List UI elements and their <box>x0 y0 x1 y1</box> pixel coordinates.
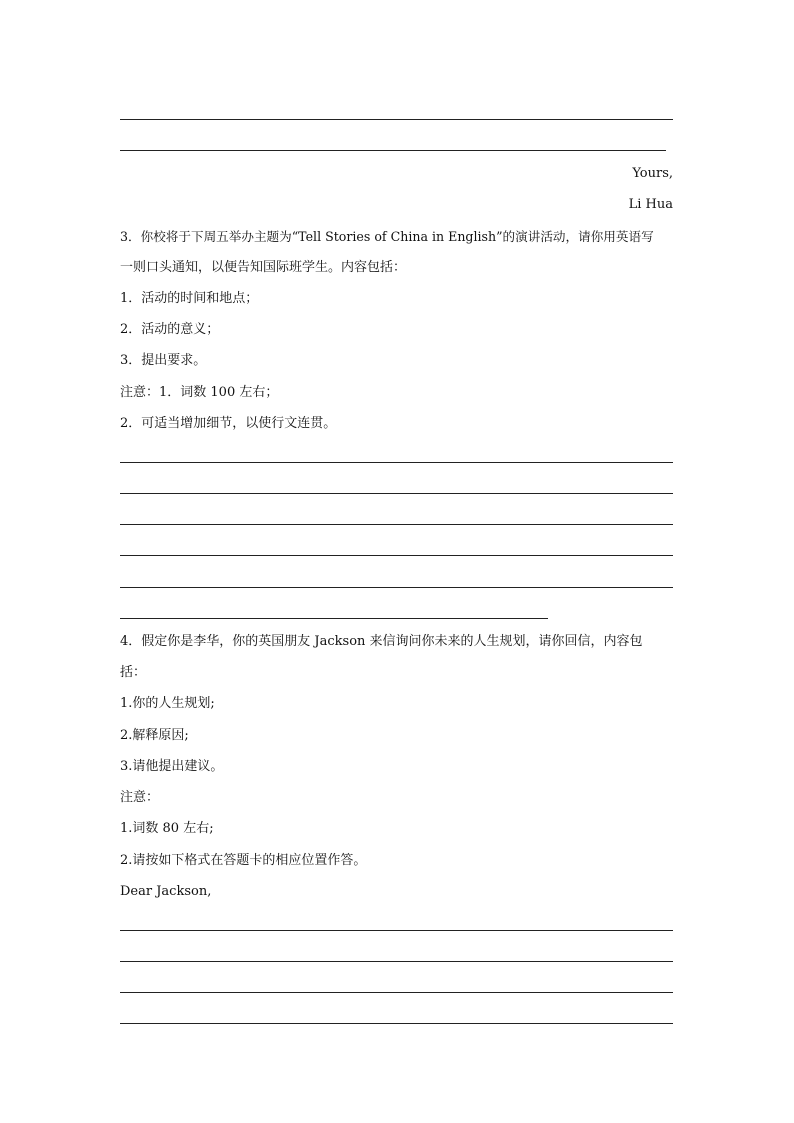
closing-name: Li Hua <box>628 197 673 212</box>
q3-prompt-line-2: 一则口头通知，以便告知国际班学生。内容包括： <box>120 260 407 275</box>
q4-item: 2.解释原因; <box>120 728 189 743</box>
q4-prompt-line-1: 4．假定你是李华，你的英国朋友 Jackson 来信询问你未来的人生规划，请你回信，内容包 <box>120 634 643 649</box>
answer-line[interactable] <box>120 555 673 556</box>
q3-item: 1．活动的时间和地点； <box>120 291 259 306</box>
answer-line[interactable] <box>120 493 673 494</box>
answer-line[interactable] <box>120 992 673 993</box>
closing-yours: Yours, <box>632 166 673 181</box>
q3-prompt-line-1: 3．你校将于下周五举办主题为“Tell Stories of China in English”的演讲活动，请你用英语写 <box>120 229 654 244</box>
answer-line[interactable] <box>120 587 673 588</box>
answer-line[interactable] <box>120 1023 673 1024</box>
q4-note: 1.词数 80 左右; <box>120 821 214 836</box>
answer-line[interactable] <box>120 150 666 151</box>
answer-line[interactable] <box>120 119 673 120</box>
q3-item: 2．活动的意义； <box>120 322 220 337</box>
q3-item: 3．提出要求。 <box>120 353 207 368</box>
answer-line[interactable] <box>120 462 673 463</box>
q4-item: 1.你的人生规划; <box>120 696 215 711</box>
q4-note: 2.请按如下格式在答题卡的相应位置作答。 <box>120 853 367 868</box>
q4-salutation: Dear Jackson, <box>120 884 212 899</box>
q4-note-label: 注意： <box>120 790 160 805</box>
q4-prompt-line-2: 括： <box>120 665 147 680</box>
answer-line[interactable] <box>120 961 673 962</box>
q3-note-1: 注意：1．词数 100 左右； <box>120 385 279 400</box>
answer-line[interactable] <box>120 618 548 619</box>
answer-line[interactable] <box>120 930 673 931</box>
q4-item: 3.请他提出建议。 <box>120 759 224 774</box>
q3-note-2: 2．可适当增加细节，以使行文连贯。 <box>120 416 337 431</box>
answer-line[interactable] <box>120 524 673 525</box>
